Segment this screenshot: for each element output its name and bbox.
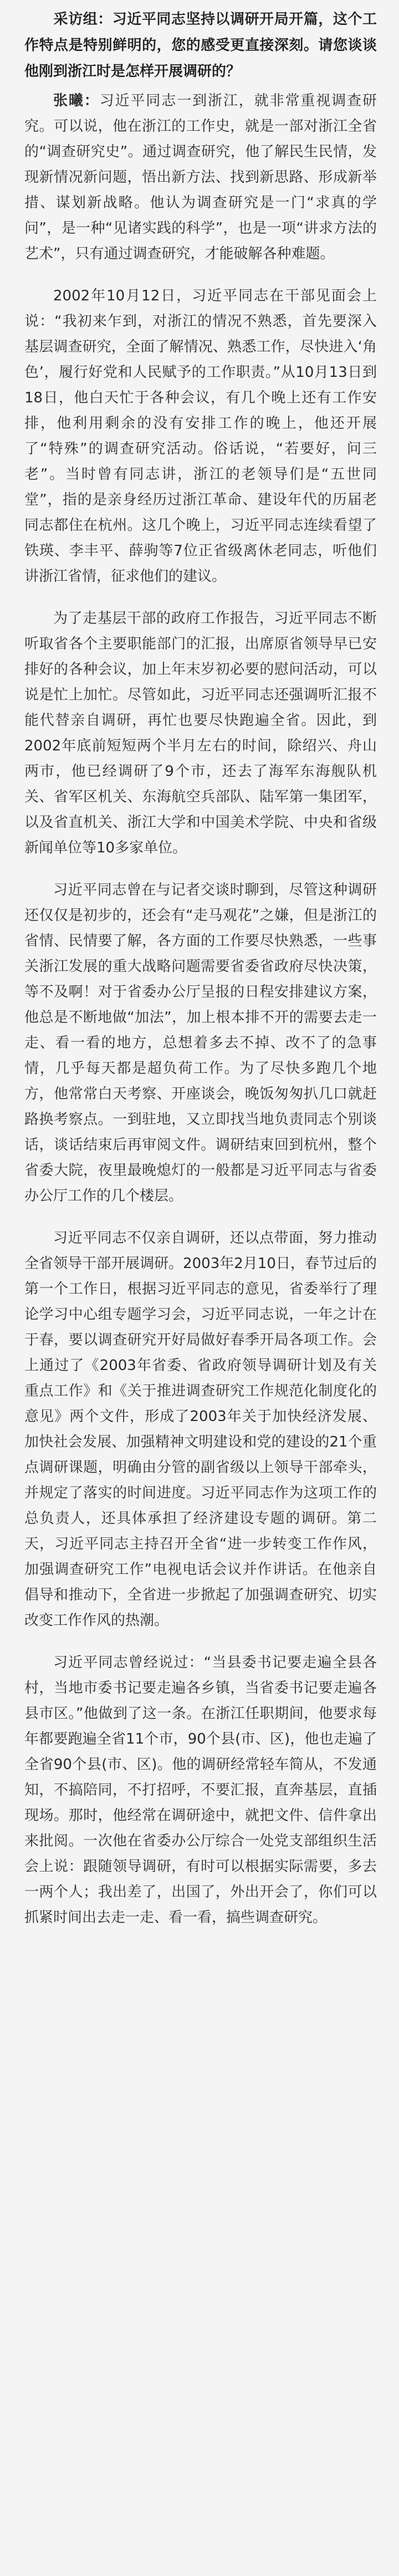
answer-speaker: 张曦： <box>53 93 100 109</box>
answer-paragraph-2: 2002年10月12日，习近平同志在干部见面会上说：“我初来乍到，对浙江的情况不熟悉，首先要深入基层调查研究，全面了解情况、熟悉工作，尽快进入‘角色’，履行好党和人民赋予的工作职责。”从10月13日到18日，他白天忙于各种会议，有几个晚上还有工作安排，他利用剩余的没有安排工作的晚上，他还开展了“特殊”的调查研究活动。俗话说，“若要好，问三老”。当时曾有同志讲，浙江的老领导们是“五世同堂”，指的是亲身经历过浙江革命、建设年代的历届老同志都住在杭州。这几个晚上，习近平同志连续看望了铁瑛、李丰平、薛驹等7位正省级离休老同志，听他们讲浙江省情，征求他们的建议。 <box>24 288 377 585</box>
answer-paragraph-1-text: 习近平同志一到浙江，就非常重视调查研究。可以说，他在浙江的工作史，就是一部对浙江全省的“调查研究史”。通过调查研究，他了解民生民情，发现新情况新问题，悟出新方法、找到新思路、形成新举措、谋划新战略。他认为调查研究是一门“求真的学问”，是一种“见诸实践的科学”，也是一项“讲求方法的艺术”，只有通过调查研究，才能破解各种难题。 <box>24 93 377 262</box>
answer-paragraph-6: 习近平同志曾经说过：“当县委书记要走遍全县各村，当地市委书记要走遍各乡镇，当省委书记要走遍各县市区。”他做到了这一条。在浙江任职期间，他要求每年都要跑遍全省11个市，90个县(市、区)，他也走遍了全省90个县(市、区)。他的调研经常轻车简从，不发通知，不搞陪同，不打招呼，不要汇报，直奔基层，直插现场。那时，他经常在调研途中，就把文件、信件拿出来批阅。一次他在省委办公厅综合一处党支部组织生活会上说：跟随领导调研，有时可以根据实际需要，多去一两个人；我出差了，出国了，外出开会了，你们可以抓紧时间出去走一走、看一看，搞些调查研究。 <box>24 1654 377 1926</box>
answer-paragraph-5: 习近平同志不仅亲自调研，还以点带面，努力推动全省领导干部开展调研。2003年2月10日，春节过后的第一个工作日，根据习近平同志的意见，省委举行了理论学习中心组专题学习会，习近平同志说，一年之计在于春，要以调查研究开好局做好春季开局各项工作。会上通过了《2003年省委、省政府领导调研计划及有关重点工作》和《关于推进调查研究工作规范化制度化的意见》两个文件，形成了2003年关于加快经济发展、加快社会发展、加强精神文明建设和党的建设的21个重点调研课题，明确由分管的副省级以上领导干部牵头，并规定了落实的时间进度。习近平同志作为这项工作的总负责人，还具体承担了经济建设专题的调研。第二天，习近平同志主持召开全省“进一步转变工作作风，加强调查研究工作”电视电话会议并作讲话。在他亲自倡导和推动下，全省进一步掀起了加强调查研究、切实改变工作作风的热潮。 <box>24 1230 377 1629</box>
question-text: 习近平同志坚持以调研开局开篇，这个工作特点是特别鲜明的，您的感受更直接深刻。请您谈谈他刚到浙江时是怎样开展调研的？ <box>24 11 377 80</box>
question-speaker: 采访组： <box>53 11 112 28</box>
interview-question <box>24 7 377 85</box>
answer-paragraph-1 <box>24 88 377 267</box>
answer-paragraph-3: 为了走基层干部的政府工作报告，习近平同志不断听取省各个主要职能部门的汇报，出席原省领导早已安排好的各种会议，加上年末岁初必要的慰问活动，可以说是忙上加忙。尽管如此，习近平同志还强调听汇报不能代替亲自调研，再忙也要尽快跑遍全省。因此，到2002年底前短短两个半月左右的时间，除绍兴、舟山两市，他已经调研了9个市，还去了海军东海舰队机关、省军区机关、东海航空兵部队、陆军第一集团军，以及省直机关、浙江大学和中国美术学院、中央和省级新闻单位等10多家单位。 <box>24 610 377 856</box>
answer-paragraph-4: 习近平同志曾在与记者交谈时聊到，尽管这种调研还仅仅是初步的，还会有“走马观花”之嫌，但是浙江的省情、民情要了解，各方面的工作要尽快熟悉，一些事关浙江发展的重大战略问题需要省委省政府尽快决策，等不及啊！对于省委办公厅呈报的日程安排建议方案，他总是不断地做“加法”，加上根本排不开的需要去走一走、看一看的地方，总想着多去不掉、改不了的急事情，几乎每天都是超负荷工作。为了尽快多跑几个地方，他常常白天考察、开座谈会，晚饭匆匆扒几口就赶路换考察点。一到驻地，又立即找当地负责同志个别谈话，谈话结束后再审阅文件。调研结束回到杭州，整个省委大院，夜里最晚熄灯的一般都是习近平同志与省委办公厅工作的几个楼层。 <box>24 882 377 1204</box>
